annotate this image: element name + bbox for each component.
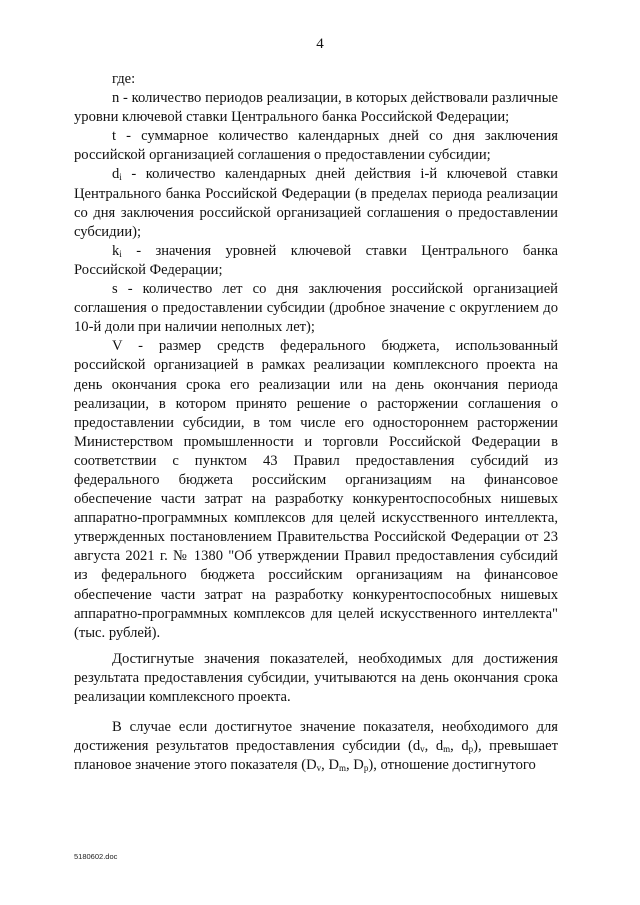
intro-line: где: bbox=[112, 71, 136, 87]
symbol-k: k bbox=[112, 242, 120, 259]
definition-d: $d_i$ - количество календарных дней действия i-й ключевой ставки Центрального банка Российской Федерации (в пределах периода реализации со дня заключения российской организацией соглашения о предоставлении субсидии); bbox=[74, 166, 558, 240]
definition-n: n - количество периодов реализации, в которых действовали различные уровни ключевой ставки Центрального банка Российской Федерации; bbox=[74, 90, 558, 126]
page-number: 4 bbox=[316, 36, 324, 52]
symbol-v: V bbox=[112, 338, 123, 355]
definition-v: V - размер средств федерального бюджета, использованный российской организацией в рамках реализации комплексного проекта на день окончания срока его реализации или на день окончания периода реализации, в котором принято решение о расторжении соглашения о предоставлении субсидии, в том числе его одностороннем расторжении Министерством промышленности и торговли Российской Федерации в соответствии с пунктом 43 Правил предоставления субсидий из федерального бюджета российским организациям на финансовое обеспечение части затрат на разработку конкурентоспособных нишевых аппаратно-программных комплексов для целей искусственного интеллекта, утвержденных постановлением Правительства Российской Федерации от 23 августа 2021 г. № 1380 "Об утверждении Правил предоставления субсидий из федерального бюджета российским организациям на финансовое обеспечение части затрат на разработку конкурентоспособных нишевых аппаратно-программных комплексов для целей искусственного интеллекта" (тыс. рублей). bbox=[74, 338, 558, 641]
symbol-s: s bbox=[112, 281, 118, 298]
symbol-d: d bbox=[112, 166, 120, 183]
document-body bbox=[74, 70, 558, 775]
symbol-t: t bbox=[112, 128, 117, 145]
definition-k: $k_i$ - значения уровней ключевой ставки Центрального банка Российской Федерации; bbox=[74, 242, 558, 278]
paragraph-achieved-values: Достигнутые значения показателей, необходимых для достижения результата предоставления субсидии, учитываются на день окончания срока реализации комплексного проекта. bbox=[74, 650, 558, 705]
symbol-n: n bbox=[112, 90, 120, 107]
definition-s: s - количество лет со дня заключения российской организацией соглашения о предоставлении субсидии (дробное значение с округлением до 10-й доли при наличии неполных лет); bbox=[74, 281, 558, 336]
definition-t: t - суммарное количество календарных дней со дня заключения российской организацией соглашения о предоставлении субсидии; bbox=[74, 128, 558, 164]
document-code: 5180602.doc bbox=[74, 852, 118, 861]
paragraph-exceeding-plan: В случае если достигнутое значение показателя, необходимого для достижения результатов предоставления субсидии ($d_v$, $d_m$, $d_p$), превышает плановое значение этого показателя ($D_v$, $D_m$, $D_p$), отношение достигнутого bbox=[74, 719, 559, 774]
